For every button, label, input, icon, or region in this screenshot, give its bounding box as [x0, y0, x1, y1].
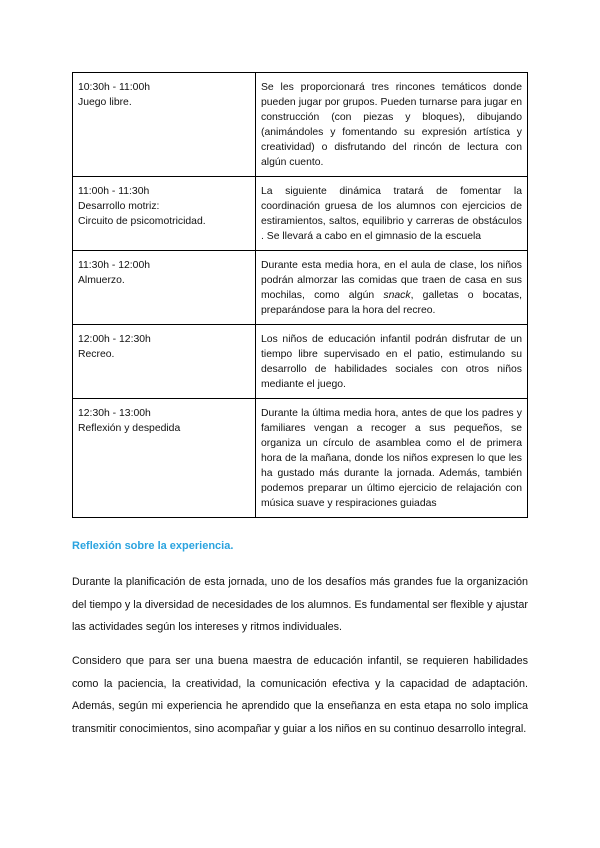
reflection-paragraph: Durante la planificación de esta jornada, uno de los desafíos más grandes fue la organización del tiempo y la diversidad de necesidades de los alumnos. Es fundamental ser flexible y ajustar las actividades según los intereses y ritmos individuales. — [72, 576, 528, 633]
activity-description: La siguiente dinámica tratará de fomentar la coordinación gruesa de los alumnos con ejercicios de estiramientos, saltos, equilibrio y carreras de obstáculos . Se llevará a cabo en el gimnasio de la escuela — [256, 177, 528, 251]
activity-description: Durante la última media hora, antes de que los padres y familiares vengan a recoger a sus pequeños, se organiza un círculo de asamblea como el de primera hora de la mañana, donde los niños expresen lo que les ha gustado más durante la jornada. Además, también podemos preparar un último ejercicio de relajación con música suave y respiraciones guiadas — [256, 399, 528, 518]
activity-name: Reflexión y despedida — [78, 423, 181, 434]
time-slot: 11:00h - 11:30h — [78, 186, 150, 197]
time-cell — [73, 73, 256, 177]
description-text: Durante esta media hora, en el aula de clase, los niños podrán almorzar las comidas que traen de casa en sus mochilas, como algún — [261, 260, 522, 301]
table-row — [73, 73, 528, 177]
time-cell — [73, 177, 256, 251]
activity-description: Los niños de educación infantil podrán disfrutar de un tiempo libre supervisado en el patio, estimulando su desarrollo de habilidades sociales con otros niños mediante el juego. — [256, 325, 528, 399]
description-text: , galletas o bocatas, preparándose para la hora del recreo. — [261, 290, 522, 316]
activity-name: Almuerzo. — [78, 275, 125, 286]
schedule-table — [72, 72, 528, 518]
time-cell — [73, 251, 256, 325]
time-slot: 12:30h - 13:00h — [78, 408, 151, 419]
time-slot: 10:30h - 11:00h — [78, 82, 151, 93]
activity-name: Desarrollo motriz: — [78, 201, 160, 212]
table-row — [73, 251, 528, 325]
activity-description — [256, 251, 528, 325]
section-heading: Reflexión sobre la experiencia. — [72, 540, 234, 552]
time-slot: 12:00h - 12:30h — [78, 334, 151, 345]
table-row — [73, 177, 528, 251]
activity-description: Se les proporcionará tres rincones temáticos donde pueden jugar por grupos. Pueden turnarse para jugar en construcción (con piezas y bloques), dibujando (animándoles y fomentando su expresión artística y creatividad) o disfrutando del rincón de lectura con algún cuento. — [256, 73, 528, 177]
activity-name: Circuito de psicomotricidad. — [78, 216, 206, 227]
activity-name: Juego libre. — [78, 97, 132, 108]
time-cell — [73, 325, 256, 399]
time-slot: 11:30h - 12:00h — [78, 260, 151, 271]
description-emphasis: snack — [383, 290, 411, 301]
table-row — [73, 399, 528, 518]
activity-name: Recreo. — [78, 349, 115, 360]
table-row — [73, 325, 528, 399]
time-cell — [73, 399, 256, 518]
reflection-paragraph: Considero que para ser una buena maestra de educación infantil, se requieren habilidades como la paciencia, la creatividad, la comunicación efectiva y la capacidad de adaptación. Además, según mi experiencia he aprendido que la enseñanza en esta etapa no solo implica transmitir conocimientos, sino acompañar y guiar a los niños en su continuo desarrollo integral. — [72, 655, 528, 735]
